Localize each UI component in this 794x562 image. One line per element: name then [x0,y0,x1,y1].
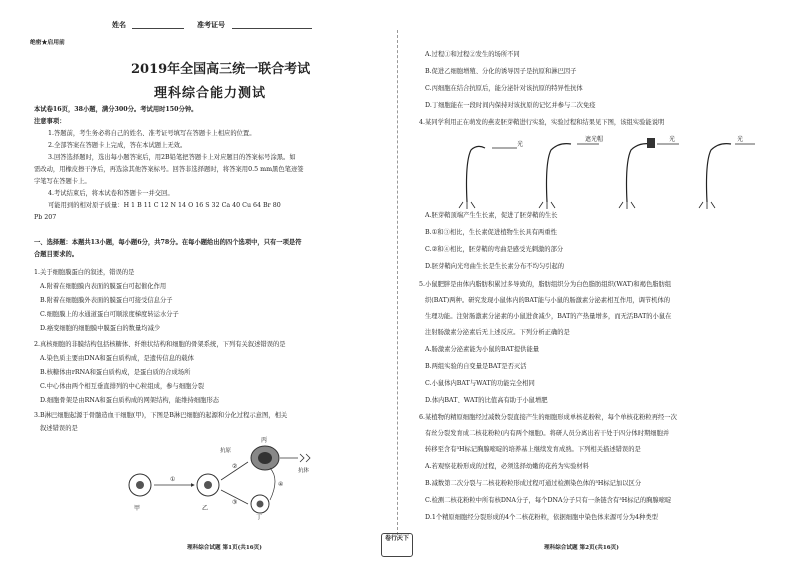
q6-stem-1: 6.某植物的精原细胞经过减数分裂直接产生的细胞形成单核花粉粒，每个单核花粉粒再经一次 [419,414,677,421]
q5-option-c: C.小鼠体内BAT与WAT的功能完全相同 [425,380,535,387]
ticket-label: 准考证号 [197,20,225,29]
q1-stem: 1.关于细胞膜蛋白的叙述，错误的是 [34,269,135,276]
q2-option-b: B.核糖体由rRNA和蛋白质构成，是蛋白质的合成场所 [40,369,191,376]
coleoptile-1 [459,146,485,209]
label-step3: ③ [232,499,238,506]
label-antigen: 抗原 [220,448,232,454]
q1-option-b: B.附着在细胞膜外表面的膜蛋白可接受信息分子 [40,297,173,304]
label-bing: 丙 [261,437,268,444]
q4-option-d: D.胚芽鞘向光弯曲生长是生长素分布不均匀引起的 [425,263,565,270]
b-cell-diagram [120,434,320,520]
exam-intro: 本试卷16页，38小题，满分300分。考试用时150分钟。 [34,106,198,113]
exam-subtitle: 理科综合能力测试 [154,86,267,101]
label-step1: ① [170,476,176,483]
footer-page-1: 理科综合试题 第1页(共16页) [187,545,262,551]
q5-stem-1: 5.小鼠肥胖是由体内脂肪积累过多导致的，脂肪组织分为白色脂肪组织(WAT)和褐色脂肪组 [419,281,672,288]
q5-stem-4: 注射肠激素分泌素后无上述反应。下列分析正确的是 [425,329,570,336]
fig4-label-2: 遮光帽 [585,136,604,143]
q4-stem: 4.某同学利用正在萌发的燕麦胚芽鞘进行实验，实验过程和结果见下图，该组实验能说明 [419,119,665,126]
exam-title: 2019年全国高三统一联合考试 [131,62,311,77]
q2-stem: 2.真核细胞的非膜结构包括核糖体、纤维状结构和细胞的骨架系统，下列有关叙述错误的是 [34,341,286,348]
q1-option-a: A.附着在细胞膜内表面的膜蛋白可起催化作用 [40,283,167,290]
note-1: 1.答题前，考生务必将自己的姓名、准考证号填写在答题卡上相应的位置。 [48,130,256,137]
q4-option-c: C.②和④相比，胚芽鞘的弯曲是感受光刺激的部分 [425,246,564,253]
label-step2: ② [232,463,238,470]
label-ding: 丁 [256,514,263,520]
q5-option-b: B.两组实验的自变量是BAT是否灭活 [425,363,527,370]
footer-page-2: 理科综合试题 第2页(共16页) [544,545,619,551]
q3-option-c: C.丙细胞在结合抗原后，能分泌针对该抗原的特异性抗体 [425,85,583,92]
note-2: 2.全部答案在答题卡上完成，答在本试题上无效。 [48,142,187,149]
atomic-mass-2: Pb 207 [34,214,57,221]
q4-option-b: B.①和③相比，生长素促进植物生长具有两重性 [425,229,557,236]
notes-title: 注意事项： [34,118,66,125]
fig4-label-3: 光 [669,136,676,143]
label-yi: 乙 [202,505,209,512]
q1-option-c: C.细胞膜上的水通道蛋白可顺浓度梯度转运水分子 [40,311,179,318]
section-heading: 一、选择题：本题共13小题，每小题6分，共78分。在每小题给出的四个选项中，只有一项是符 [34,239,302,246]
coleoptile-4 [699,144,731,209]
fig4-label-4: 光 [737,136,744,143]
note-4: 4.考试结束后，将本试卷和答题卡一并交回。 [48,190,174,197]
q5-stem-3: 生理功能。注射肠激素分泌素的小鼠进食减少，BAT的产热量增多，而无活BAT的小鼠在 [425,313,672,320]
q3-option-d: D.丁细胞能在一段时间内保持对该抗原的记忆并参与二次免疫 [425,102,596,109]
q1-option-d: D.癌变细胞的细胞膜中膜蛋白的数量均减少 [40,325,161,332]
label-step4: ④ [278,481,284,488]
q2-option-d: D.细胞骨架是由RNA和蛋白质构成的网架结构，能维持细胞形态 [40,397,220,404]
ticket-field [232,28,312,29]
note-3c: 字笔写在答题卡上。 [34,178,91,185]
q4-option-a: A.胚芽鞘顶端产生生长素，促进了胚芽鞘的生长 [425,212,558,219]
q3-stem: 3.B淋巴细胞起源于骨髓造血干细胞(甲)，下图是B淋巴细胞的起源和分化过程示意图，相关 [34,412,288,419]
q5-option-d: D.体内BAT、WAT的比值高有助于小鼠增肥 [425,397,548,404]
fig4-label-1: 光 [517,141,524,148]
right-page [397,0,794,562]
name-field [132,28,184,29]
q3-stem-2: 叙述错误的是 [40,425,78,432]
section-heading-2: 合题目要求的。 [34,251,79,258]
q2-option-a: A.染色质主要由DNA和蛋白质构成，是遗传信息的载体 [40,355,194,362]
coleoptile-2 [539,144,571,209]
q3-option-b: B.促进乙细胞增殖、分化的诱导因子是抗原和淋巴因子 [425,68,577,75]
q6-option-c: C.检测二核花粉粒中所有核DNA分子，每个DNA分子只有一条链含有³H标记的胸腺嘧啶 [425,497,672,504]
q6-option-d: D.1个精原细胞经分裂形成的4个二核花粉粒，依据细胞中染色体来源可分为4种类型 [425,514,658,521]
coleoptile-3 [619,144,651,209]
secret-label: 绝密★启用前 [30,40,65,46]
q5-option-a: A.肠激素分泌素能为小鼠的BAT提供能量 [425,346,540,353]
label-jia: 甲 [134,505,141,512]
q5-stem-2: 织(BAT)两种。研究发现小鼠体内的BAT能与小鼠的肠激素分泌素相互作用，调节机体的 [425,297,671,304]
q6-option-b: B.减数第二次分裂与二核花粉粒形成过程可通过检测染色体的³H标记加以区分 [425,480,642,487]
publisher-stamp: 卷行天下 [381,533,413,557]
q3-option-a: A.过程①和过程②发生的场所不同 [425,51,520,58]
name-label: 姓名 [112,20,126,29]
q6-stem-2: 有丝分裂发育成二核花粉粒(内有两个细胞)。将研人员分离出若干处于四分体时期细胞并 [425,430,670,437]
coleoptile-figure [437,132,757,210]
q2-option-c: C.中心体由两个相互垂直排列的中心粒组成，参与细胞分裂 [40,383,205,390]
note-3: 3.回答选择题时，选出每小题答案后，用2B铅笔把答题卡上对应题目的答案标号涂黑。如 [48,154,296,161]
q6-stem-3: 转移至含有³H标记胸腺嘧啶的培养基上继续发育成熟。下列相关描述错误的是 [425,446,641,453]
atomic-mass: 可能用到的相对原子质量：H 1 B 11 C 12 N 14 O 16 S 32 Ca 40 Cu 64 Br 80 [48,202,281,209]
label-antibody: 抗体 [298,468,310,474]
note-3b: 需改动，用橡皮擦干净后，再选涂其他答案标号。回答非选择题时，将答案用0.5 mm黑色笔迹签 [34,166,304,173]
q6-option-a: A.若观察花粉形成的过程，必须选择幼嫩的花药为实验材料 [425,463,589,470]
